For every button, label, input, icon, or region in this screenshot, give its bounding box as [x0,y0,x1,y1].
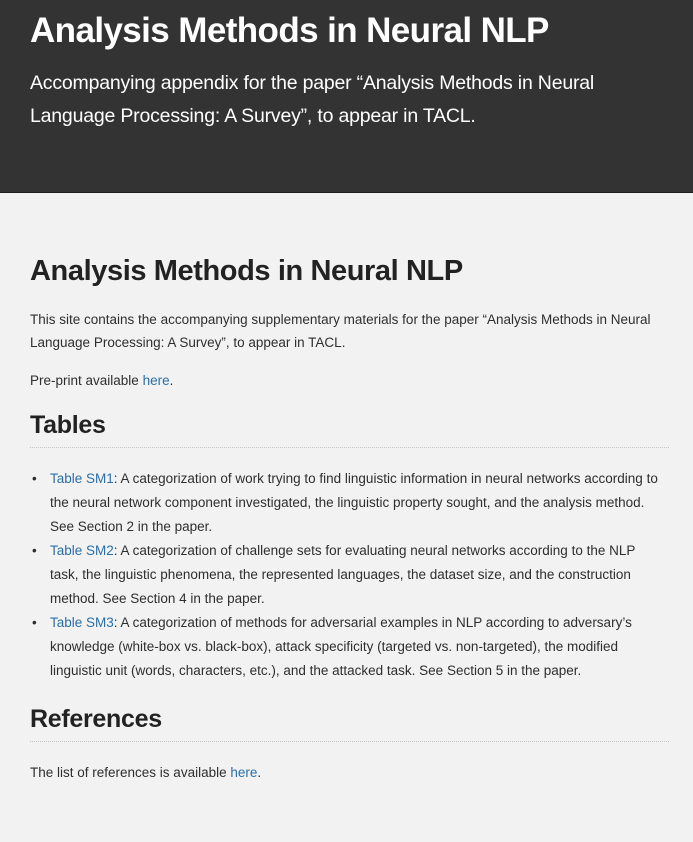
header-subtitle: Accompanying appendix for the paper “Analysis Methods in Neural Language Processing: A Survey”, to appear in TACL. [30,72,595,127]
references-link[interactable]: here [230,765,258,780]
main-content [0,253,693,784]
page-title: Analysis Methods in Neural NLP [30,255,463,287]
list-item [32,611,669,683]
intro-text: This site contains the accompanying supplementary materials for the paper “Analysis Methods in Neural Language Processing: A Survey”, to appear in TACL. [30,312,651,350]
list-item [32,467,669,539]
table-sm3-description: : A categorization of methods for adversarial examples in NLP according to adversary’s knowledge (white-box vs. black-box), attack specificity (targeted vs. non-targeted), the modified linguistic unit (words, characters, etc.), and the attacked task. See Section 5 in the paper. [50,615,632,678]
table-sm1-link[interactable]: Table SM1 [50,471,114,486]
references-suffix: . [257,765,262,780]
table-sm2-link[interactable]: Table SM2 [50,543,114,558]
tables-heading: Tables [30,409,669,448]
preprint-prefix: Pre-print available [30,373,143,388]
references-prefix: The list of references is available [30,765,231,780]
list-item [32,539,669,611]
preprint-line [30,369,669,392]
table-sm1-description: : A categorization of work trying to find linguistic information in neural networks according to the neural network component investigated, the linguistic property sought, and the analysis method. See Section 2 in the paper. [50,471,658,534]
table-sm3-link[interactable]: Table SM3 [50,615,114,630]
preprint-suffix: . [169,373,174,388]
header-title: Analysis Methods in Neural NLP [30,11,549,50]
references-heading: References [30,703,669,742]
bullet-icon: • [32,471,37,486]
references-line [30,761,669,784]
preprint-link[interactable]: here [142,373,170,388]
page-header [0,0,693,193]
tables-list [30,467,669,683]
table-sm2-description: : A categorization of challenge sets for evaluating neural networks according to the NLP task, the linguistic phenomena, the represented languages, the dataset size, and the construction method. See Section 4 in the paper. [50,543,636,606]
bullet-icon: • [32,615,37,630]
bullet-icon: • [32,543,37,558]
